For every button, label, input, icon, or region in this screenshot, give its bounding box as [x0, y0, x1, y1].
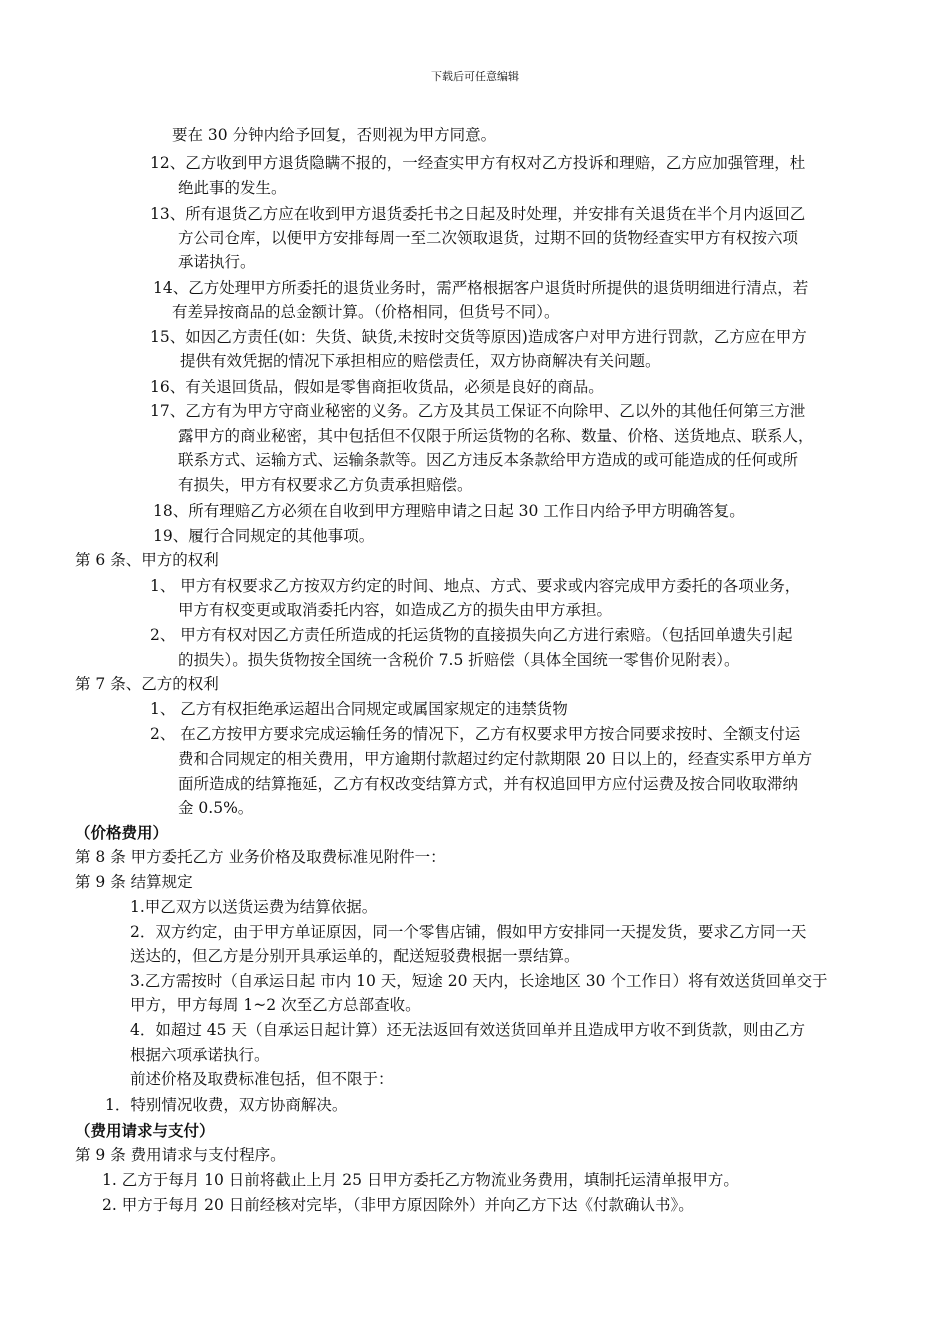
clause-18: 18、所有理赔乙方必须在自收到甲方理赔申请之日起 30 工作日内给予甲方明确答复。 — [153, 502, 745, 520]
settlement-item-2-line-2: 送达的，但乙方是分别开具承运单的，配送短驳费根据一票结算。 — [130, 947, 580, 965]
settlement-item-1: 1.甲乙双方以送货运费为结算依据。 — [130, 898, 378, 916]
page-header: 下载后可任意编辑 — [431, 70, 519, 83]
article-7-heading: 第 7 条、乙方的权利 — [75, 675, 219, 693]
clause-17-line-4: 有损失，甲方有权要求乙方负责承担赔偿。 — [178, 476, 473, 494]
clause-13-line-1: 13、所有退货乙方应在收到甲方退货委托书之日起及时处理，并安排有关退货在半个月内返回乙 — [150, 205, 806, 223]
article-6-item-2-line-2: 的损失）。损失货物按全国统一含税价 7.5 折赔偿（具体全国统一零售价见附表）。 — [178, 651, 740, 669]
settlement-item-4-line-1: 4．如超过 45 天（自承运日起计算）还无法返回有效送货回单并且造成甲方收不到货款，则由乙方 — [130, 1021, 805, 1039]
article-6-item-1-line-2: 甲方有权变更或取消委托内容，如造成乙方的损失由甲方承担。 — [178, 601, 613, 619]
article-7-item-2-line-1: 2、 在乙方按甲方要求完成运输任务的情况下，乙方有权要求甲方按合同要求按时、全额支付运 — [150, 725, 801, 743]
clause-12-line-1: 12、乙方收到甲方退货隐瞒不报的，一经查实甲方有权对乙方投诉和理赔，乙方应加强管理，杜 — [150, 154, 806, 172]
article-9-settlement-heading: 第 9 条 结算规定 — [75, 873, 193, 891]
section-heading-price: （价格费用） — [75, 823, 169, 842]
price-scope-item-1: 1．特别情况收费，双方协商解决。 — [105, 1096, 348, 1114]
article-7-item-2-line-4: 金 0.5%。 — [178, 799, 254, 817]
price-scope-note: 前述价格及取费标准包括，但不限于： — [130, 1070, 394, 1088]
settlement-item-2-line-1: 2．双方约定，由于甲方单证原因，同一个零售店铺，假如甲方安排同一天提发货，要求乙方同一天 — [130, 923, 807, 941]
clause-14-line-1: 14、乙方处理甲方所委托的退货业务时，需严格根据客户退货时所提供的退货明细进行清点，若 — [153, 279, 809, 297]
clause-15-line-2: 提供有效凭据的情况下承担相应的赔偿责任，双方协商解决有关问题。 — [180, 352, 661, 370]
article-7-item-2-line-2: 费和合同规定的相关费用，甲方逾期付款超过约定付款期限 20 日以上的，经查实系甲方单方 — [178, 750, 813, 768]
clause-12-line-2: 绝此事的发生。 — [178, 179, 287, 197]
article-7-item-1: 1、 乙方有权拒绝承运超出合同规定或属国家规定的违禁货物 — [150, 700, 568, 718]
clause-19: 19、履行合同规定的其他事项。 — [153, 527, 375, 545]
article-7-item-2-line-3: 面所造成的结算拖延，乙方有权改变结算方式，并有权追回甲方应付运费及按合同收取滞纳 — [178, 775, 799, 793]
clause-13-line-3: 承诺执行。 — [178, 253, 256, 271]
article-8: 第 8 条 甲方委托乙方 业务价格及取费标准见附件一： — [75, 848, 446, 866]
clause-15-line-1: 15、如因乙方责任(如：失货、缺货,未按时交货等原因)造成客户对甲方进行罚款，乙方应在甲方 — [150, 328, 807, 346]
article-6-item-1-line-1: 1、 甲方有权要求乙方按双方约定的时间、地点、方式、要求或内容完成甲方委托的各项业务， — [150, 577, 801, 595]
clause-13-line-2: 方公司仓库，以便甲方安排每周一至二次领取退货，过期不回的货物经查实甲方有权按六项 — [178, 229, 799, 247]
section-heading-payment: （费用请求与支付） — [75, 1121, 215, 1140]
clause-11-continuation: 要在 30 分钟内给予回复，否则视为甲方同意。 — [172, 126, 497, 144]
article-6-item-2-line-1: 2、 甲方有权对因乙方责任所造成的托运货物的直接损失向乙方进行索赔。（包括回单遗失引起 — [150, 626, 793, 644]
article-6-heading: 第 6 条、甲方的权利 — [75, 551, 219, 569]
clause-14-line-2: 有差异按商品的总金额计算。（价格相同，但货号不同）。 — [172, 303, 560, 321]
clause-17-line-3: 联系方式、运输方式、运输条款等。因乙方违反本条款给甲方造成的或可能造成的任何或所 — [178, 451, 799, 469]
settlement-item-3-line-1: 3.乙方需按时（自承运日起 市内 10 天，短途 20 天内，长途地区 30 个工作日）将有效送货回单交于 — [130, 972, 828, 990]
article-9-payment-heading: 第 9 条 费用请求与支付程序。 — [75, 1146, 286, 1164]
clause-16: 16、有关退回货品，假如是零售商拒收货品，必须是良好的商品。 — [150, 378, 604, 396]
clause-17-line-2: 露甲方的商业秘密，其中包括但不仅限于所运货物的名称、数量、价格、送货地点、联系人， — [178, 427, 814, 445]
settlement-item-4-line-2: 根据六项承诺执行。 — [130, 1046, 270, 1064]
payment-item-1: 1. 乙方于每月 10 日前将截止上月 25 日甲方委托乙方物流业务费用，填制托运清单报甲方。 — [102, 1171, 739, 1189]
clause-17-line-1: 17、乙方有为甲方守商业秘密的义务。乙方及其员工保证不向除甲、乙以外的其他任何第三方泄 — [150, 402, 806, 420]
settlement-item-3-line-2: 甲方，甲方每周 1~2 次至乙方总部查收。 — [130, 996, 421, 1014]
payment-item-2: 2. 甲方于每月 20 日前经核对完毕，（非甲方原因除外）并向乙方下达《付款确认书》。 — [102, 1196, 694, 1214]
